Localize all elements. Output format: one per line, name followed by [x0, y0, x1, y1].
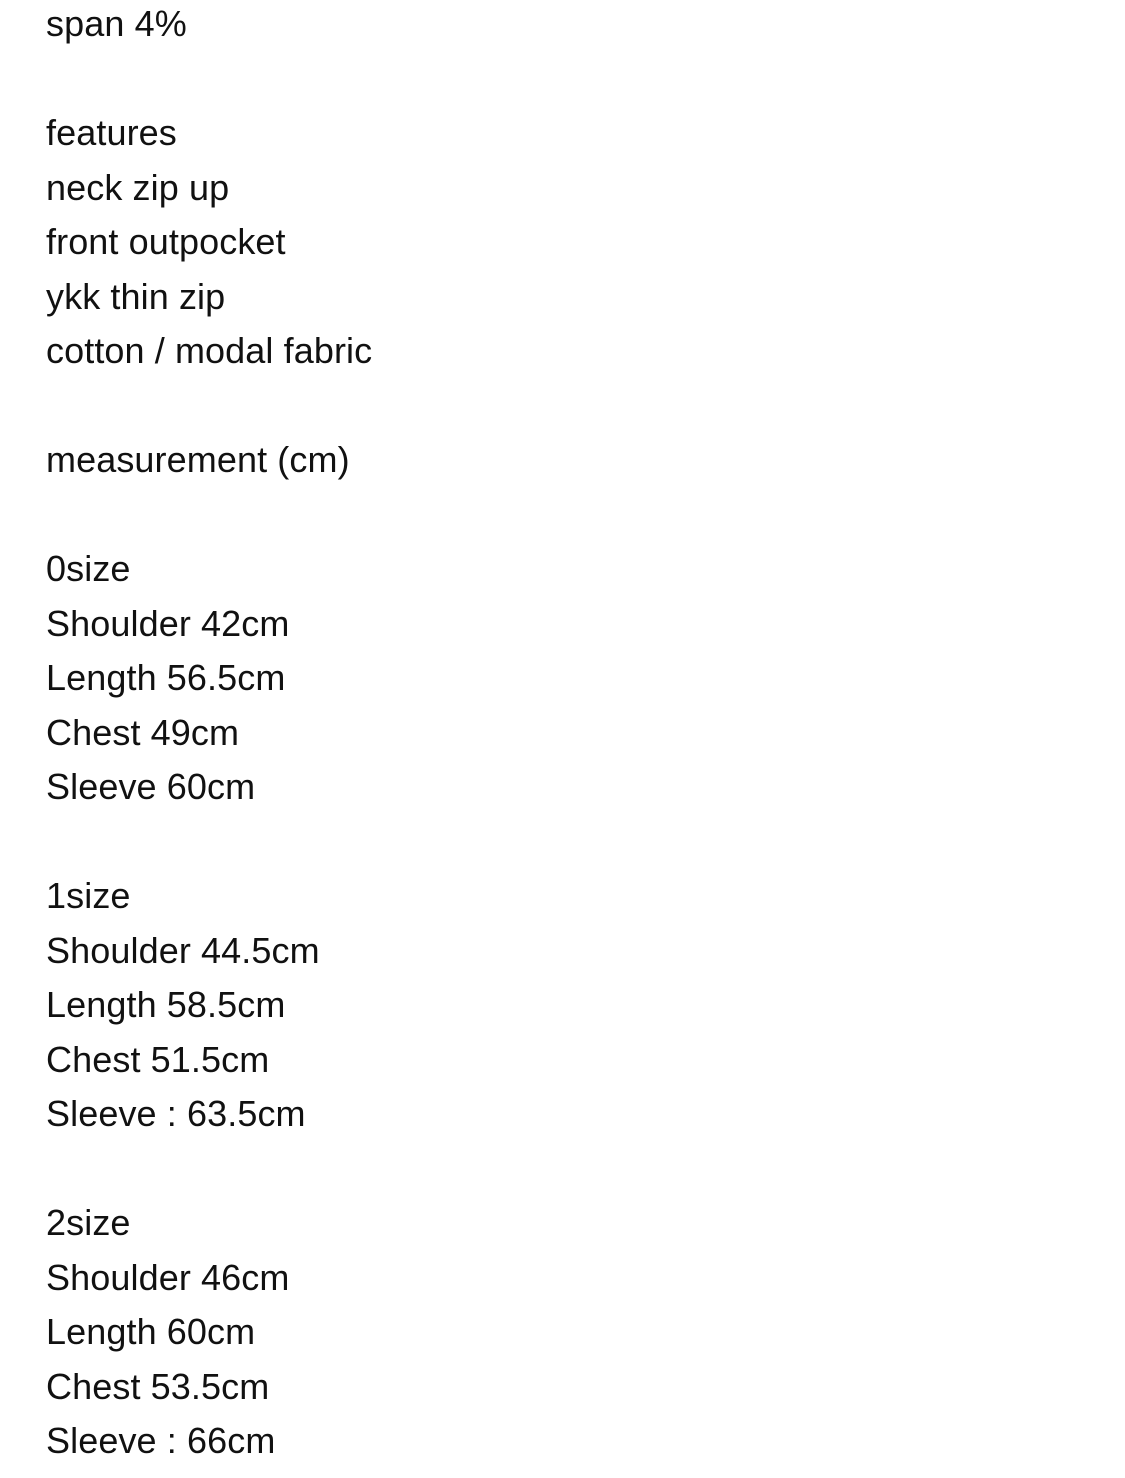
- length-measurement: Length 56.5cm: [46, 657, 286, 698]
- shoulder-measurement: Shoulder 42cm: [46, 602, 290, 644]
- features-heading: features: [46, 112, 177, 153]
- length-measurement: Length 58.5cm: [46, 984, 286, 1025]
- features-section: [46, 106, 1086, 379]
- blank-line: [46, 379, 1086, 434]
- shoulder-measurement: Shoulder 46cm: [46, 1256, 290, 1298]
- chest-measurement: Chest 51.5cm: [46, 1038, 270, 1080]
- size-block-1: [46, 869, 1086, 1142]
- size-block-0: [46, 542, 1086, 815]
- blank-line: [46, 1142, 1086, 1197]
- size-label: 2size: [46, 1202, 131, 1243]
- sleeve-measurement: Sleeve 60cm: [46, 766, 256, 807]
- blank-line: [46, 488, 1086, 543]
- sleeve-measurement: Sleeve : 63.5cm: [46, 1093, 306, 1134]
- sleeve-measurement: Sleeve : 66cm: [46, 1420, 276, 1461]
- blank-line: [46, 815, 1086, 870]
- chest-measurement: Chest 49cm: [46, 711, 240, 753]
- length-measurement: Length 60cm: [46, 1311, 256, 1352]
- size-label: 0size: [46, 548, 131, 589]
- feature-item: cotton / modal fabric: [46, 330, 373, 371]
- feature-item: front outpocket: [46, 221, 286, 262]
- shoulder-measurement: Shoulder 44.5cm: [46, 929, 320, 971]
- feature-item: neck zip up: [46, 166, 230, 208]
- size-label: 1size: [46, 875, 131, 916]
- feature-item: ykk thin zip: [46, 275, 226, 317]
- material-line: span 4%: [46, 3, 187, 44]
- measurement-heading: measurement (cm): [46, 439, 350, 480]
- blank-line: [46, 52, 1086, 107]
- note-text-body: [46, 0, 1086, 1469]
- chest-measurement: Chest 53.5cm: [46, 1365, 270, 1407]
- size-block-2: [46, 1196, 1086, 1469]
